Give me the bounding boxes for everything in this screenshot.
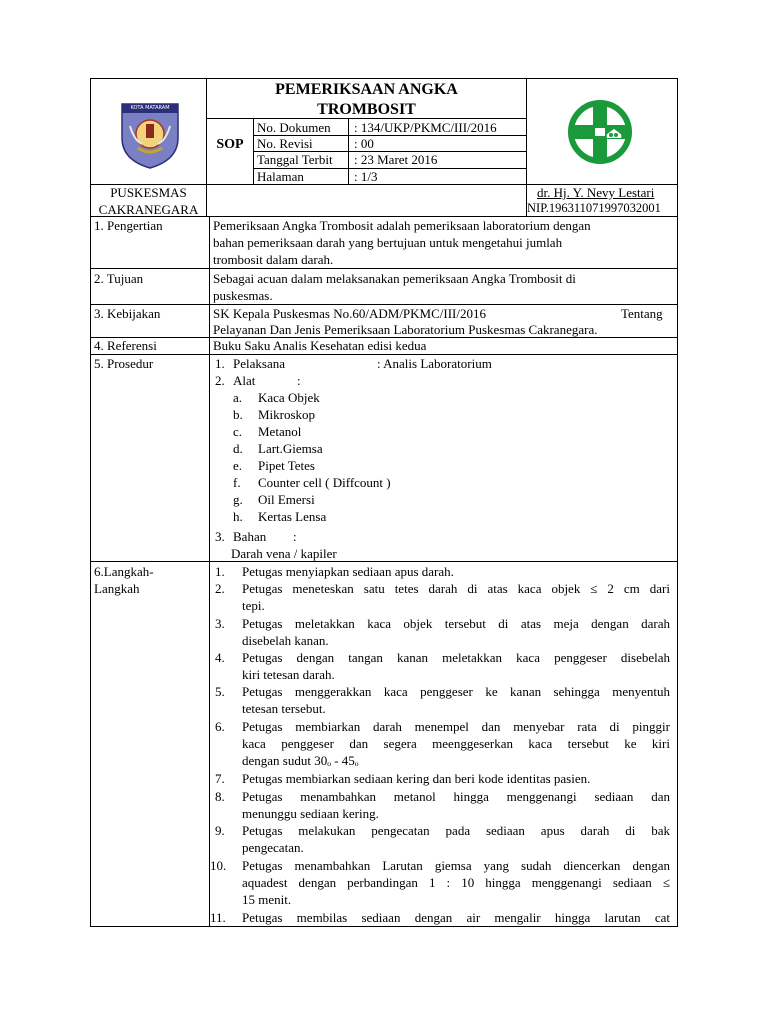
- section-label-pengertian: 1. Pengertian: [94, 218, 163, 233]
- alat-label: Alat: [233, 373, 256, 388]
- text-line: Sebagai acuan dalam melaksanakan pemeriksaan Angka Trombosit di: [213, 271, 576, 286]
- referensi-text: Buku Saku Analis Kesehatan edisi kedua: [213, 338, 427, 353]
- meta-value: : 00: [354, 136, 374, 151]
- step-number: 1.: [215, 564, 225, 579]
- step-line: Petugas meneteskan satu tetes darah di atas kaca objek ≤ 2 cm dari: [242, 581, 670, 596]
- item-value: Kaca Objek: [258, 390, 320, 405]
- step-number: 2.: [215, 581, 225, 596]
- org-line-1: PUSKESMAS: [110, 185, 187, 200]
- text-line: trombosit dalam darah.: [213, 252, 334, 267]
- step-line: disebelah kanan.: [242, 633, 329, 648]
- puskesmas-logo: [566, 98, 634, 166]
- step-line: kiri tetesan darah.: [242, 667, 335, 682]
- list-item: [233, 389, 493, 406]
- bahan-label: Bahan: [233, 529, 267, 544]
- pelaksana-value: : Analis Laboratorium: [377, 356, 492, 371]
- item-key: d.: [233, 441, 243, 456]
- item-key: b.: [233, 407, 243, 422]
- alat-colon: :: [297, 373, 301, 388]
- step-line: tetesan tersebut.: [242, 701, 326, 716]
- text-line: bahan pemeriksaan darah yang bertujuan untuk mengetahui jumlah: [213, 235, 563, 250]
- step-number: 9.: [215, 823, 225, 838]
- list-item: [233, 406, 493, 423]
- item-key: a.: [233, 390, 243, 405]
- step-line: Petugas menyiapkan sediaan apus darah.: [242, 564, 454, 579]
- step-number: 4.: [215, 650, 225, 665]
- list-number: 1.: [215, 356, 225, 371]
- step-number: 6.: [215, 719, 225, 734]
- label-line-2: Langkah: [94, 581, 140, 596]
- title-line-1: PEMERIKSAAN ANGKA: [275, 81, 458, 98]
- text-line: puskesmas.: [213, 288, 273, 303]
- bahan-colon: :: [293, 529, 297, 544]
- section-content-tujuan: [213, 270, 673, 304]
- section-label-kebijakan: 3. Kebijakan: [94, 306, 161, 321]
- item-key: e.: [233, 458, 243, 473]
- kebijakan-line-2: Pelayanan Dan Jenis Pemeriksaan Laboratorium Puskesmas Cakranegara.: [213, 322, 598, 337]
- step-number: 3.: [215, 616, 225, 631]
- list-number: 3.: [215, 529, 225, 544]
- item-key: f.: [233, 475, 241, 490]
- section-content-pengertian: [213, 217, 673, 268]
- step-line: Petugas menambahkan Larutan giemsa yang sudah diencerkan dengan: [242, 858, 670, 873]
- label-line-1: 6.Langkah-: [94, 564, 154, 579]
- item-value: Oil Emersi: [258, 492, 315, 507]
- kebijakan-tentang: Tentang: [621, 306, 663, 321]
- meta-value: : 1/3: [354, 169, 378, 184]
- step-number: 10.: [210, 858, 227, 873]
- meta-label: No. Revisi: [257, 136, 313, 151]
- list-item: [233, 457, 493, 474]
- item-key: c.: [233, 424, 243, 439]
- step-line: Petugas melakukan pengecatan pada sediaan apus darah di bak: [242, 823, 670, 838]
- list-number: 2.: [215, 373, 225, 388]
- bahan-value: Darah vena / kapiler: [231, 546, 337, 561]
- item-value: Pipet Tetes: [258, 458, 315, 473]
- meta-label: No. Dokumen: [257, 120, 331, 135]
- signer-name: dr. Hj. Y. Nevy Lestari: [537, 185, 655, 200]
- step-number: 11.: [210, 910, 226, 925]
- kebijakan-sk: SK Kepala Puskesmas No.60/ADM/PKMC/III/2016: [213, 306, 486, 321]
- step-line: aquadest dengan perbandingan 1 : 10 hingga menggenangi sediaan ≤: [242, 875, 670, 890]
- logo-caption: KOTA MATARAM: [130, 105, 170, 111]
- item-value: Lart.Giemsa: [258, 441, 323, 456]
- title-line-2: TROMBOSIT: [317, 101, 416, 118]
- alat-list: [233, 389, 493, 525]
- org-name: [91, 184, 206, 218]
- list-item: [233, 508, 493, 525]
- step-line: dengan sudut 30ₒ - 45ₒ: [242, 753, 359, 768]
- step-line: Petugas dengan tangan kanan meletakkan kaca penggeser disebelah: [242, 650, 670, 665]
- step-line: pengecatan.: [242, 840, 304, 855]
- step-line: Petugas membilas sediaan dengan air mengalir hingga larutan cat: [242, 910, 670, 925]
- meta-label: Halaman: [257, 169, 304, 184]
- item-value: Metanol: [258, 424, 302, 439]
- step-number: 8.: [215, 789, 225, 804]
- signer-nip: NIP.196311071997032001: [527, 201, 661, 215]
- meta-value: : 134/UKP/PKMC/III/2016: [354, 120, 497, 135]
- step-line: menunggu sediaan kering.: [242, 806, 379, 821]
- step-number: 7.: [215, 771, 225, 786]
- section-label-prosedur: 5. Prosedur: [94, 356, 154, 371]
- sop-label: SOP: [216, 137, 244, 152]
- item-key: h.: [233, 509, 243, 524]
- list-item: [233, 474, 493, 491]
- list-item: [233, 423, 493, 440]
- item-value: Kertas Lensa: [258, 509, 327, 524]
- logo-kota-mataram: [118, 96, 182, 170]
- health-cross-icon: [566, 98, 634, 166]
- list-item: [233, 491, 493, 508]
- step-line: Petugas menambahkan metanol hingga menggenangi sediaan dan: [242, 789, 670, 804]
- item-value: Mikroskop: [258, 407, 316, 422]
- step-line: Petugas meletakkan kaca objek tersebut di atas meja dengan darah: [242, 616, 670, 631]
- step-line: Petugas membiarkan darah menempel dan menyebar rata di pinggir: [242, 719, 670, 734]
- pelaksana-label: Pelaksana: [233, 356, 285, 371]
- meta-label: Tanggal Terbit: [257, 152, 333, 167]
- list-item: [233, 440, 493, 457]
- step-line: Petugas membiarkan sediaan kering dan beri kode identitas pasien.: [242, 771, 591, 786]
- step-line: 15 menit.: [242, 892, 292, 907]
- section-label-langkah: [94, 563, 154, 597]
- section-label-referensi: 4. Referensi: [94, 338, 157, 353]
- steps-list: [210, 563, 676, 925]
- step-line: tepi.: [242, 598, 265, 613]
- item-value: Counter cell ( Diffcount ): [258, 475, 391, 490]
- step-line: kaca penggeser dan segera meenggeserkan kaca tersebut ke kiri: [242, 736, 670, 751]
- step-number: 5.: [215, 684, 225, 699]
- meta-value: : 23 Maret 2016: [354, 152, 438, 167]
- item-key: g.: [233, 492, 243, 507]
- step-line: Petugas menggerakkan kaca penggeser ke kanan sehingga menyentuh: [242, 684, 670, 699]
- org-line-2: CAKRANEGARA: [98, 202, 199, 217]
- document-title: [207, 80, 526, 120]
- text-line: Pemeriksaan Angka Trombosit adalah pemeriksaan laboratorium dengan: [213, 218, 591, 233]
- section-label-tujuan: 2. Tujuan: [94, 271, 144, 286]
